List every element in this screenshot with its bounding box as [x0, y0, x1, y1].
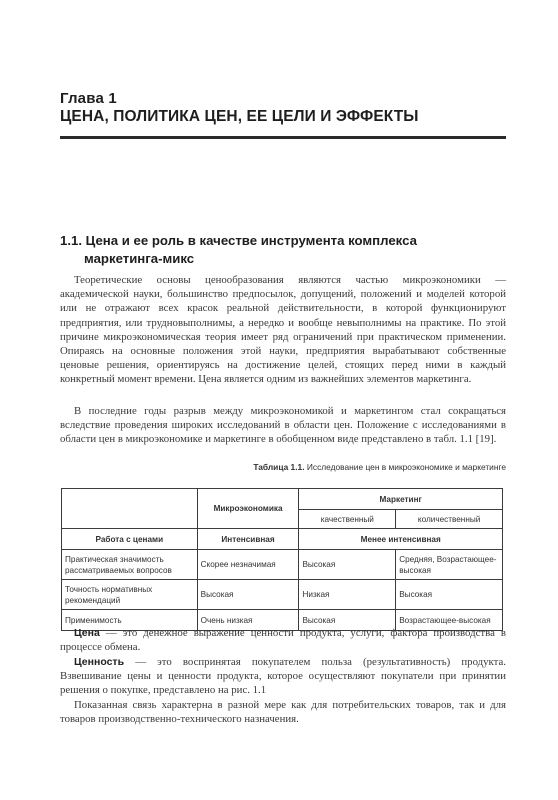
table-cell-qualitative: Высокая [299, 550, 396, 580]
table-cell-label: Практическая значимость рассматриваемых вопросов [62, 550, 198, 580]
table-subheader-qualitative: качественный [299, 510, 396, 529]
paragraph-relationship: Показанная связь характерна в разной мере как для потребительских товаров, так и для товаров производственно-технического назначения. [60, 699, 506, 726]
table-cell-micro: Скорее незначимая [197, 550, 299, 580]
table-caption-text: Исследование цен в микроэкономике и маркетинге [304, 462, 506, 472]
paragraph-price-definition [60, 626, 506, 654]
table-cell-quantitative: Высокая [396, 580, 503, 610]
chapter-number: Глава 1 [60, 90, 117, 107]
section-heading-line-2: маркетинга-микс [84, 251, 195, 266]
paragraph-value-definition [60, 655, 506, 698]
table-row [62, 550, 503, 580]
table-cell-qualitative: Низкая [299, 580, 396, 610]
price-definition-text: — это денежное выражение ценности продукта, услуги, фактора производства в процессе обмена. [60, 627, 506, 654]
table-cell-micro: Высокая [197, 580, 299, 610]
table-header-micro: Микроэкономика [197, 489, 299, 529]
table-subheader-quantitative: количественный [396, 510, 503, 529]
table-cell-micro: Очень низкая [197, 610, 299, 631]
section-heading [60, 232, 480, 268]
chapter-title: ЦЕНА, ПОЛИТИКА ЦЕН, ЕЕ ЦЕЛИ И ЭФФЕКТЫ [60, 108, 419, 125]
term-value: Ценность [74, 656, 125, 668]
table-corner-cell [62, 489, 198, 529]
value-definition-text: — это воспринятая покупателем польза (результативность) продукта. Взвешивание цены и ценности продукта, которое осуществляют покупатели при принятии решения о покупке, представлено на рис. 1.1 [60, 656, 506, 697]
table-cell-qualitative: Высокая [299, 610, 396, 631]
paragraph-theory: Теоретические основы ценообразования являются частью микроэкономики — академической науки, большинство предпосылок, допущений, положений и моделей которой или не отражают всех красок реальной действительности, в которой функционируют предприятия, или трудновыполнимы, а нередко и вообще невыполнимы на практике. По этой причине микроэкономическая теория имеет ряд ограничений при практическом применении. Опираясь на основные положения этой науки, предприятия вырабатывают собственные ценовые решения, ориентируясь на достижение целей, стоящих перед ними в каждый конкретный момент времени. Цена является одним из важнейших элементов маркетинга. [60, 274, 506, 386]
chapter-divider [60, 136, 506, 139]
table-cell-quantitative: Средняя, Возрастающее-высокая [396, 550, 503, 580]
table-caption [60, 462, 506, 472]
paragraph-research: В последние годы разрыв между микроэкономикой и маркетингом стал сокращаться вследствие проведения широких исследований в области цен. Положение с исследованиями в области цен в микроэкономике и маркетинге в обобщенном виде представлено в табл. 1.1 [19]. [60, 405, 506, 446]
table-row [62, 580, 503, 610]
table-cell-quantitative: Возрастающее-высокая [396, 610, 503, 631]
table-caption-label: Таблица 1.1. [253, 462, 305, 472]
price-research-table [61, 488, 503, 631]
table-header-work: Работа с ценами [62, 529, 198, 550]
table-cell-label: Точность нормативных рекомендаций [62, 580, 198, 610]
table-intensity-marketing: Менее интенсивная [299, 529, 503, 550]
term-price: Цена [74, 627, 100, 639]
table-cell-label: Применимость [62, 610, 198, 631]
section-heading-line-1: 1.1. Цена и ее роль в качестве инструмента комплекса [60, 233, 417, 248]
table-header-marketing: Маркетинг [299, 489, 503, 510]
table-intensity-micro: Интенсивная [197, 529, 299, 550]
